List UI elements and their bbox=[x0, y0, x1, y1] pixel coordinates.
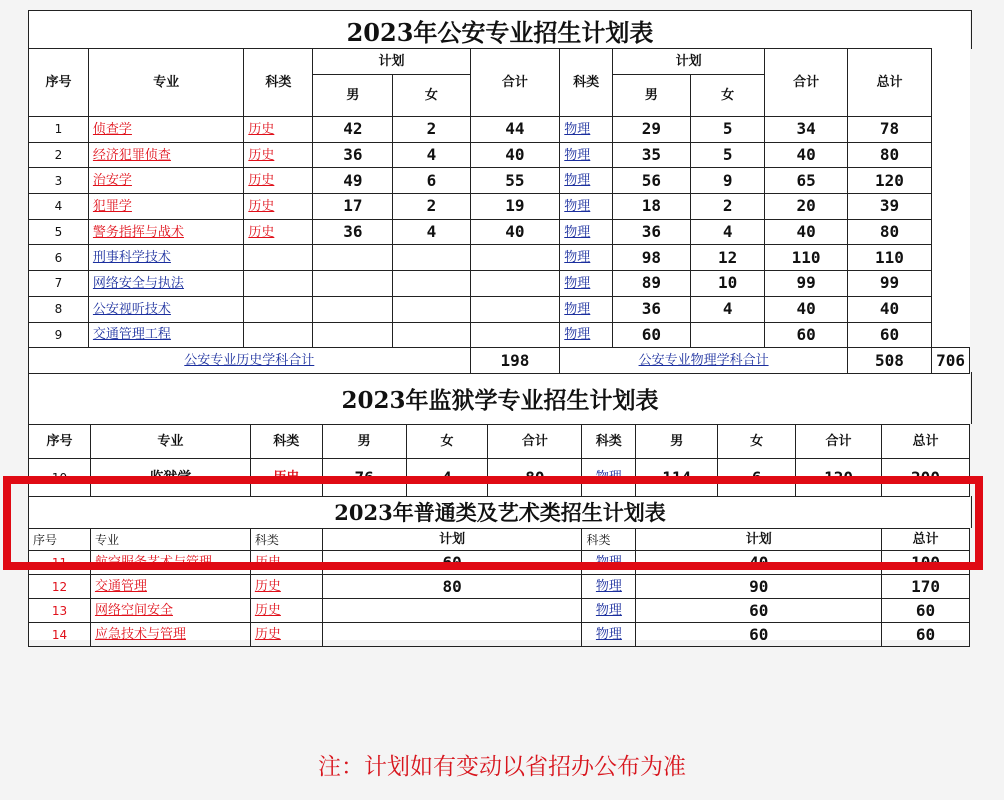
row-major: 刑事科学技术 bbox=[88, 245, 243, 271]
row-male-physics: 114 bbox=[636, 459, 718, 497]
prison-header-male-physics: 男 bbox=[636, 425, 718, 459]
header-male-physics: 男 bbox=[612, 75, 690, 117]
row-category-history: 历史 bbox=[250, 459, 322, 497]
row-female-physics: 9 bbox=[690, 168, 764, 194]
row-subtotal-history: 80 bbox=[488, 459, 582, 497]
prison-header-subtotal: 合计 bbox=[488, 425, 582, 459]
row-category-history: 历史 bbox=[250, 599, 322, 623]
row-seq: 1 bbox=[29, 117, 89, 143]
row-female-history: 2 bbox=[393, 194, 470, 220]
row-total: 110 bbox=[847, 245, 931, 271]
row-female-history bbox=[393, 245, 470, 271]
row-total: 100 bbox=[882, 551, 970, 575]
row-plan-physics: 60 bbox=[636, 623, 882, 647]
row-category-physics: 物理 bbox=[582, 551, 636, 575]
row-total: 60 bbox=[882, 599, 970, 623]
general-plan-table bbox=[28, 528, 970, 647]
row-subtotal-history bbox=[470, 245, 560, 271]
row-category-history bbox=[244, 322, 313, 348]
row-subtotal-physics: 40 bbox=[765, 142, 848, 168]
row-plan-physics: 40 bbox=[636, 551, 882, 575]
row-subtotal-history bbox=[470, 271, 560, 297]
row-major: 网络空间安全 bbox=[90, 599, 250, 623]
row-female-history bbox=[393, 271, 470, 297]
row-subtotal-history bbox=[470, 296, 560, 322]
row-seq: 2 bbox=[29, 142, 89, 168]
row-major: 经济犯罪侦查 bbox=[88, 142, 243, 168]
row-subtotal-physics: 34 bbox=[765, 117, 848, 143]
row-seq: 7 bbox=[29, 271, 89, 297]
prison-header-female-physics: 女 bbox=[718, 425, 796, 459]
row-male-physics: 89 bbox=[612, 271, 690, 297]
row-total: 60 bbox=[882, 623, 970, 647]
row-female-history: 2 bbox=[393, 117, 470, 143]
row-subtotal-history: 40 bbox=[470, 219, 560, 245]
table-row bbox=[29, 322, 970, 348]
row-category-physics: 物理 bbox=[582, 623, 636, 647]
general-header-plan-physics: 计划 bbox=[636, 529, 882, 551]
row-major: 交通管理 bbox=[90, 575, 250, 599]
row-seq: 6 bbox=[29, 245, 89, 271]
table-row bbox=[29, 117, 970, 143]
row-seq: 4 bbox=[29, 194, 89, 220]
row-major: 警务指挥与战术 bbox=[88, 219, 243, 245]
general-header-plan: 计划 bbox=[322, 529, 582, 551]
row-category-history: 历史 bbox=[244, 117, 313, 143]
row-major: 网络安全与执法 bbox=[88, 271, 243, 297]
physics-total-label: 公安专业物理学科合计 bbox=[560, 348, 848, 374]
header-male-history: 男 bbox=[313, 75, 393, 117]
row-female-physics: 6 bbox=[718, 459, 796, 497]
row-subtotal-history: 44 bbox=[470, 117, 560, 143]
row-female-physics: 5 bbox=[690, 142, 764, 168]
table-row bbox=[29, 623, 970, 647]
row-male-history: 36 bbox=[313, 142, 393, 168]
general-header-major: 专业 bbox=[90, 529, 250, 551]
row-male-history: 42 bbox=[313, 117, 393, 143]
row-category-physics: 物理 bbox=[560, 117, 613, 143]
table-row bbox=[29, 296, 970, 322]
row-female-history: 6 bbox=[393, 168, 470, 194]
header-plan-physics: 计划 bbox=[612, 49, 764, 75]
prison-header-category: 科类 bbox=[250, 425, 322, 459]
row-female-physics bbox=[690, 322, 764, 348]
row-total: 200 bbox=[882, 459, 970, 497]
row-category-history: 历史 bbox=[250, 623, 322, 647]
row-subtotal-physics: 110 bbox=[765, 245, 848, 271]
row-subtotal-history: 19 bbox=[470, 194, 560, 220]
physics-total-value: 508 bbox=[847, 348, 931, 374]
row-seq: 8 bbox=[29, 296, 89, 322]
row-category-physics: 物理 bbox=[560, 271, 613, 297]
row-category-history: 历史 bbox=[244, 194, 313, 220]
row-category-history bbox=[244, 245, 313, 271]
table-row bbox=[29, 575, 970, 599]
row-male-physics: 18 bbox=[612, 194, 690, 220]
row-female-history bbox=[393, 322, 470, 348]
general-header-category: 科类 bbox=[250, 529, 322, 551]
header-seq: 序号 bbox=[29, 49, 89, 117]
prison-header-total: 总计 bbox=[882, 425, 970, 459]
row-male-physics: 56 bbox=[612, 168, 690, 194]
row-male-history: 49 bbox=[313, 168, 393, 194]
header-plan-history: 计划 bbox=[313, 49, 470, 75]
general-header-total: 总计 bbox=[882, 529, 970, 551]
row-category-physics: 物理 bbox=[560, 194, 613, 220]
row-category-physics: 物理 bbox=[560, 168, 613, 194]
row-category-physics: 物理 bbox=[560, 322, 613, 348]
row-female-physics: 4 bbox=[690, 219, 764, 245]
row-major: 交通管理工程 bbox=[88, 322, 243, 348]
row-plan-history bbox=[322, 623, 582, 647]
row-total: 80 bbox=[847, 142, 931, 168]
row-seq: 5 bbox=[29, 219, 89, 245]
row-subtotal-history: 40 bbox=[470, 142, 560, 168]
row-seq: 9 bbox=[29, 322, 89, 348]
row-category-physics: 物理 bbox=[582, 575, 636, 599]
row-male-physics: 98 bbox=[612, 245, 690, 271]
table-row bbox=[29, 599, 970, 623]
row-female-physics: 2 bbox=[690, 194, 764, 220]
row-category-history: 历史 bbox=[250, 575, 322, 599]
row-major: 侦查学 bbox=[88, 117, 243, 143]
row-total: 120 bbox=[847, 168, 931, 194]
plan-sheet bbox=[28, 10, 970, 644]
row-male-physics: 35 bbox=[612, 142, 690, 168]
row-category-history: 历史 bbox=[244, 142, 313, 168]
row-male-history: 36 bbox=[313, 219, 393, 245]
row-major: 监狱学 bbox=[90, 459, 250, 497]
row-female-physics: 12 bbox=[690, 245, 764, 271]
row-subtotal-physics: 99 bbox=[765, 271, 848, 297]
row-major: 航空服务艺术与管理 bbox=[90, 551, 250, 575]
row-category-history: 历史 bbox=[244, 219, 313, 245]
header-category-physics: 科类 bbox=[560, 49, 613, 117]
general-table-title: 2023年普通类及艺术类招生计划表 bbox=[28, 496, 972, 528]
prison-table-title: 2023年监狱学专业招生计划表 bbox=[28, 372, 972, 424]
prison-header-subtotal-physics: 合计 bbox=[796, 425, 882, 459]
row-total: 99 bbox=[847, 271, 931, 297]
row-plan-history: 80 bbox=[322, 575, 582, 599]
row-category-physics: 物理 bbox=[582, 459, 636, 497]
general-header-seq: 序号 bbox=[29, 529, 91, 551]
table-row bbox=[29, 168, 970, 194]
row-male-history: 17 bbox=[313, 194, 393, 220]
summary-row bbox=[29, 348, 970, 374]
row-total: 170 bbox=[882, 575, 970, 599]
row-major: 治安学 bbox=[88, 168, 243, 194]
grand-total-value: 706 bbox=[932, 348, 970, 374]
row-major: 犯罪学 bbox=[88, 194, 243, 220]
row-major: 公安视听技术 bbox=[88, 296, 243, 322]
row-female-history bbox=[393, 296, 470, 322]
header-category-history: 科类 bbox=[244, 49, 313, 117]
table-row bbox=[29, 194, 970, 220]
row-total: 40 bbox=[847, 296, 931, 322]
header-subtotal-history: 合计 bbox=[470, 49, 560, 117]
row-seq: 3 bbox=[29, 168, 89, 194]
table-row bbox=[29, 142, 970, 168]
table-row bbox=[29, 551, 970, 575]
prison-header-major: 专业 bbox=[90, 425, 250, 459]
row-total: 78 bbox=[847, 117, 931, 143]
row-total: 60 bbox=[847, 322, 931, 348]
row-subtotal-physics: 60 bbox=[765, 322, 848, 348]
row-plan-physics: 60 bbox=[636, 599, 882, 623]
row-subtotal-history bbox=[470, 322, 560, 348]
prison-header-category-physics: 科类 bbox=[582, 425, 636, 459]
prison-plan-table bbox=[28, 424, 970, 497]
header-female-physics: 女 bbox=[690, 75, 764, 117]
police-table-title: 2023年公安专业招生计划表 bbox=[28, 10, 972, 49]
header-subtotal-physics: 合计 bbox=[765, 49, 848, 117]
row-subtotal-physics: 20 bbox=[765, 194, 848, 220]
row-seq: 13 bbox=[29, 599, 91, 623]
row-male-history bbox=[313, 271, 393, 297]
row-seq: 14 bbox=[29, 623, 91, 647]
row-male-physics: 36 bbox=[612, 296, 690, 322]
row-male-history bbox=[313, 322, 393, 348]
prison-header-male: 男 bbox=[322, 425, 406, 459]
row-male-physics: 60 bbox=[612, 322, 690, 348]
row-category-history: 历史 bbox=[244, 168, 313, 194]
row-plan-physics: 90 bbox=[636, 575, 882, 599]
row-category-physics: 物理 bbox=[560, 219, 613, 245]
row-subtotal-physics: 40 bbox=[765, 296, 848, 322]
row-male-physics: 29 bbox=[612, 117, 690, 143]
history-total-label: 公安专业历史学科合计 bbox=[29, 348, 471, 374]
row-category-history: 历史 bbox=[250, 551, 322, 575]
row-category-physics: 物理 bbox=[582, 599, 636, 623]
row-category-history bbox=[244, 271, 313, 297]
history-total-value: 198 bbox=[470, 348, 560, 374]
row-category-physics: 物理 bbox=[560, 296, 613, 322]
row-subtotal-physics: 120 bbox=[796, 459, 882, 497]
row-category-physics: 物理 bbox=[560, 142, 613, 168]
row-plan-history bbox=[322, 599, 582, 623]
row-major: 应急技术与管理 bbox=[90, 623, 250, 647]
footnote: 注：计划如有变动以省招办公布为准 bbox=[318, 754, 686, 780]
row-category-history bbox=[244, 296, 313, 322]
prison-header-seq: 序号 bbox=[29, 425, 91, 459]
police-plan-table bbox=[28, 48, 970, 374]
row-subtotal-physics: 40 bbox=[765, 219, 848, 245]
row-female-history: 4 bbox=[406, 459, 488, 497]
table-row bbox=[29, 219, 970, 245]
row-male-history bbox=[313, 245, 393, 271]
row-category-physics: 物理 bbox=[560, 245, 613, 271]
row-male-history: 76 bbox=[322, 459, 406, 497]
table-row bbox=[29, 271, 970, 297]
row-seq: 12 bbox=[29, 575, 91, 599]
row-female-physics: 5 bbox=[690, 117, 764, 143]
row-total: 39 bbox=[847, 194, 931, 220]
header-major: 专业 bbox=[88, 49, 243, 117]
row-female-history: 4 bbox=[393, 219, 470, 245]
header-total: 总计 bbox=[847, 49, 931, 117]
row-seq: 11 bbox=[29, 551, 91, 575]
row-female-physics: 10 bbox=[690, 271, 764, 297]
row-subtotal-history: 55 bbox=[470, 168, 560, 194]
row-plan-history: 60 bbox=[322, 551, 582, 575]
row-male-physics: 36 bbox=[612, 219, 690, 245]
general-header-category-physics: 科类 bbox=[582, 529, 636, 551]
row-female-physics: 4 bbox=[690, 296, 764, 322]
table-row bbox=[29, 245, 970, 271]
row-total: 80 bbox=[847, 219, 931, 245]
row-male-history bbox=[313, 296, 393, 322]
prison-header-female: 女 bbox=[406, 425, 488, 459]
header-female-history: 女 bbox=[393, 75, 470, 117]
row-seq: 10 bbox=[29, 459, 91, 497]
table-row bbox=[29, 459, 970, 497]
row-female-history: 4 bbox=[393, 142, 470, 168]
row-subtotal-physics: 65 bbox=[765, 168, 848, 194]
